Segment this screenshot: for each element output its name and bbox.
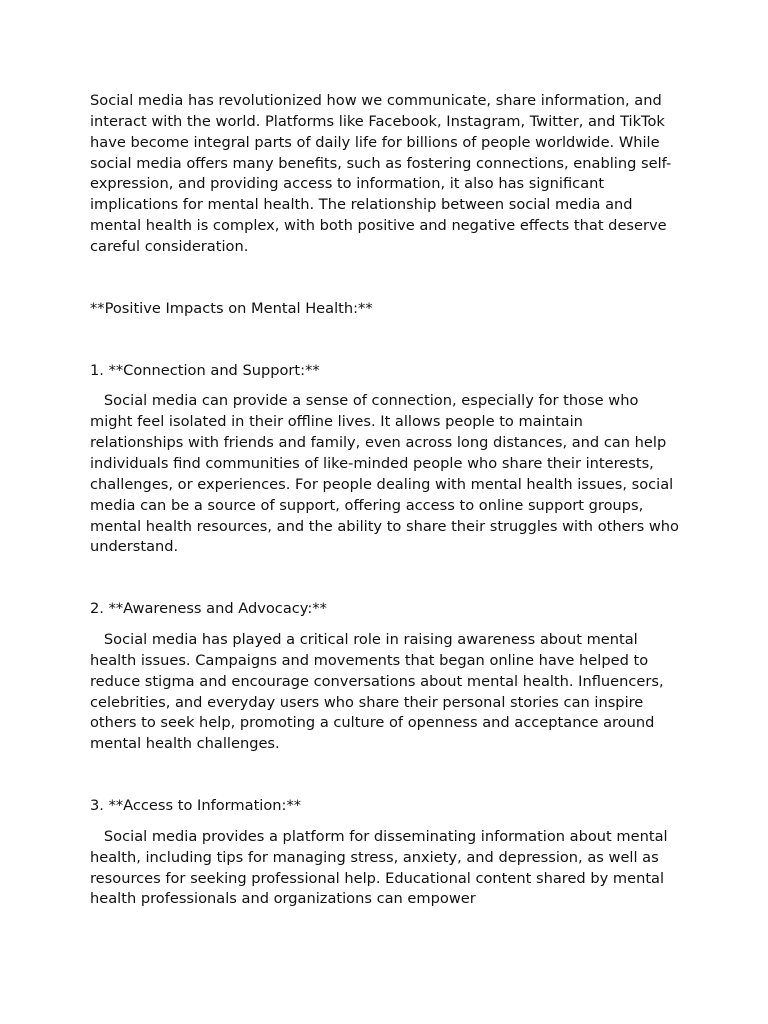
intro-paragraph: Social media has revolutionized how we communicate, share information, and interact with the world. Platforms like Facebook, Instagram, Twitter, and TikTok have become integral parts of daily life for billions of people worldwide. While social media offers many benefits, such as fostering connections, enabling self-expression, and providing access to information, it also has significant implications for mental health. The relationship between social media and mental health is complex, with both positive and negative effects that deserve careful consideration.: [90, 92, 672, 255]
item-heading-access-information: 3. **Access to Information:**: [90, 797, 302, 815]
item-heading-awareness-advocacy: 2. **Awareness and Advocacy:**: [90, 600, 327, 618]
item-body-connection-support: Social media can provide a sense of connection, especially for those who might feel isolated in their offline lives. It allows people to maintain relationships with friends and family, even across long distances, and can help individuals find communities of like-minded people who share their interests, challenges, or experiences. For people dealing with mental health issues, social media can be a source of support, offering access to online support groups, mental health resources, and the ability to share their struggles with others who understand.: [90, 392, 684, 556]
item-heading-connection-support: 1. **Connection and Support:**: [90, 361, 320, 379]
item-body-awareness-advocacy: Social media has played a critical role in raising awareness about mental health issues. Campaigns and movements that began online have helped to reduce stigma and encourage conversations about mental health. Influencers, celebrities, and everyday users who share their personal stories can inspire others to seek help, promoting a culture of openness and acceptance around mental health challenges.: [90, 631, 669, 753]
document-body: [90, 91, 684, 910]
item-body-access-information: Social media provides a platform for disseminating information about mental health, including tips for managing stress, anxiety, and depression, as well as resources for seeking professional help. Educational content shared by mental health professionals and organizations can empower: [90, 827, 673, 908]
section-heading: **Positive Impacts on Mental Health:**: [90, 299, 373, 317]
